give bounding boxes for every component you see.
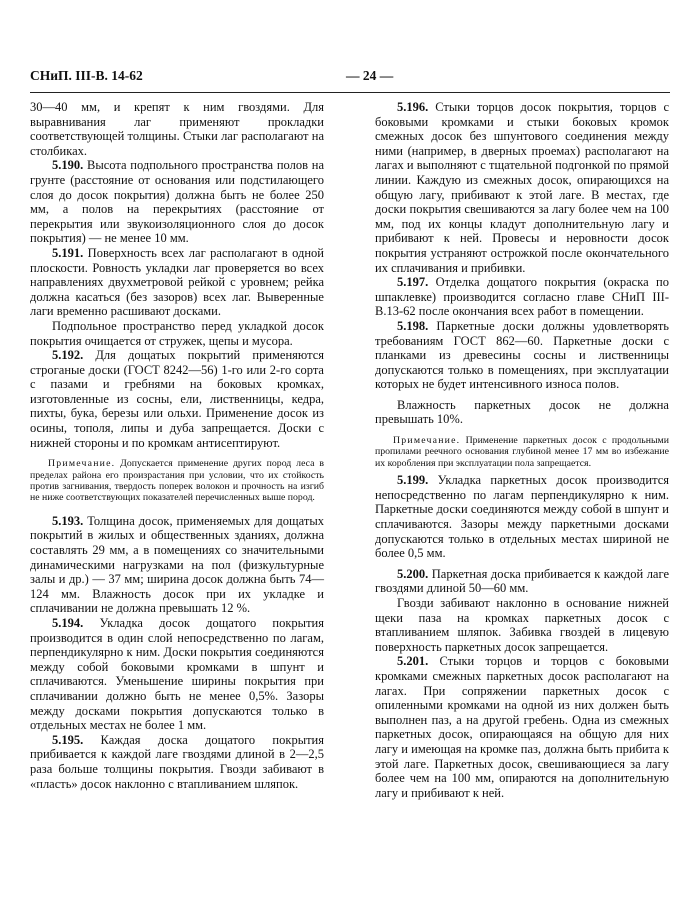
- clause-number: 5.198.: [397, 318, 429, 333]
- note-label: Примечание.: [48, 458, 116, 470]
- left-column: [30, 100, 324, 791]
- clause-text: Стыки торцов и торцов с боковыми кромками смежных паркетных досок располагают на лагах. При сопряжении паркетных досок с опиленными кромками на одной из них должен быть выполнен паз, а на другой гребень. Одна из смежных паркетных досок, опирающаяся на общую для них лагу и имеющая на кромке паз, должна быть прибита к этой лаге. Паркетных досок, свешивающиеся за лагу более чем на 100 мм, опираются на дополнительную лагу и прибивают к ней.: [375, 654, 669, 800]
- paragraph-subfloor: [30, 319, 324, 348]
- clause-5-197: [375, 275, 669, 319]
- clause-text: Для дощатых покрытий применяются строганые доски (ГОСТ 8242—56) 1-го или 2-го сорта с пазами и гребнями на боковых кромках, изготовленные из сосны, ели, лиственницы, кедра, пихты, бука, березы или ольхи. Применение досок из осины, тополя, липы и дуба запрещается. Доски с нижней стороны и по кромкам антисептируют.: [30, 348, 324, 450]
- clause-number: 5.197.: [397, 275, 429, 290]
- clause-5-190: [30, 158, 324, 246]
- paragraph-moisture: [375, 398, 669, 427]
- note-text: Применение паркетных досок с продольными пропилами реечного основания глубиной менее 17 мм во избежание их коробления при эксплуатации пола запрещается.: [375, 435, 669, 469]
- paragraph-text: 30—40 мм, и крепят к ним гвоздями. Для выравнивания лаг применяют прокладки соответствующей толщины. Стыки лаг располагают на столбиках.: [30, 100, 324, 158]
- clause-text: Укладка паркетных досок производится непосредственно по лагам перпендикулярно к ним. Паркетные доски соединяются между собой в шпунт и сплачиваются. Зазоры между паркетными досками допускаются только в отдельных местах шириной не более 0,5 мм.: [375, 473, 669, 561]
- clause-number: 5.194.: [52, 616, 84, 631]
- clause-text: Каждая доска дощатого покрытия прибивается к каждой лаге гвоздями длиной в 2—2,5 раза больше толщины покрытия. Гвозди забивают в «пласть» досок наклонно с втапливанием шляпок.: [30, 732, 324, 791]
- clause-number: 5.191.: [52, 245, 84, 260]
- clause-5-199: [375, 473, 669, 561]
- paragraph-continuation: [30, 100, 324, 158]
- clause-text: Высота подпольного пространства полов на грунте (расстояние от основания или подстилающего слоя до досок покрытия) должна быть не более 250 мм, а полов на перекрытиях (расстояние от перекрытия или звукоизоляционного слоя до досок покрытия) — не менее 10 мм.: [30, 158, 324, 246]
- clause-number: 5.190.: [52, 158, 84, 173]
- clause-text: Толщина досок, применяемых для дощатых покрытий в жилых и общественных зданиях, должна составлять 29 мм, а в помещениях со значительными динамическими нагрузками на пол (физкультурные залы и др.) — 37 мм; ширина досок должна быть 74—124 мм. Влажность досок при их укладке и сплачивании не должна превышать 12 %.: [30, 513, 324, 616]
- paragraph-text: Гвозди забивают наклонно в основание нижней щеки паза на кромках паркетных досок с втапливанием шляпок. Забивка гвоздей в лицевую поверхность паркетных досок запрещается.: [375, 596, 669, 654]
- clause-text: Паркетная доска прибивается к каждой лаге гвоздями длиной 50—60 мм.: [375, 566, 669, 596]
- note-text: Допускается применение других пород леса в пределах района его произрастания при условии, что их стойкость против загнивания, твердость поперек волокон и прочность на изгиб не ниже соответствующих показателей перечисленных выше пород.: [30, 458, 324, 504]
- clause-number: 5.200.: [397, 566, 429, 581]
- clause-number: 5.193.: [52, 513, 84, 528]
- clause-5-191: [30, 246, 324, 319]
- clause-number: 5.192.: [52, 348, 84, 363]
- note-5-192: [30, 458, 324, 504]
- clause-text: Стыки торцов досок покрытия, торцов с боковыми кромками и стыки боковых кромок смежных досок без шпунтового соединения между ними (например, в дверных проемах) располагают на лагах и выполняют с тщательной подгонкой по прямой линии. Каждую из смежных досок, опирающихся на общую лагу, прибивают к этой лаге. В местах, где доски покрытия свешиваются за лагу более чем на 100 мм, под их концы кладут дополнительную лагу и прибивают к ней. Провесы и неровности досок покрытия устраняют острожкой после окончательного их сплачивания и прибивки.: [375, 100, 669, 275]
- clause-5-192: [30, 348, 324, 450]
- clause-text: Паркетные доски должны удовлетворять требованиям ГОСТ 862—60. Паркетные доски с планками из древесины сосны и лиственницы допускаются только в помещениях, при эксплуатации которых не будет интенсивного износа полов.: [375, 318, 669, 392]
- clause-5-201: [375, 654, 669, 800]
- clause-number: 5.196.: [397, 100, 429, 114]
- clause-5-195: [30, 733, 324, 791]
- document-code: СНиП. III-В. 14-62: [30, 68, 143, 83]
- paragraph-text: Подпольное пространство перед укладкой досок покрытия очищается от стружек, щепы и мусора.: [30, 318, 324, 348]
- note-label: Примечание.: [393, 435, 461, 447]
- clause-5-193: [30, 514, 324, 616]
- clause-5-198: [375, 319, 669, 392]
- clause-text: Отделка дощатого покрытия (окраска по шпаклевке) производится согласно главе СНиП III-В.13-62 после окончания всех работ в помещении.: [375, 275, 669, 319]
- paragraph-text: Влажность паркетных досок не должна превышать 10%.: [375, 397, 669, 427]
- clause-text: Поверхность всех лаг располагают в одной плоскости. Ровность укладки лаг проверяется во всех направлениях двухметровой рейкой с уровнем; рейка должна касаться (без зазоров) всех лаг. Выверенные лаги временно расшивают досками.: [30, 245, 324, 319]
- page-header: [30, 68, 670, 86]
- right-column: [375, 100, 669, 800]
- page-number: — 24 —: [346, 68, 394, 83]
- clause-5-200: [375, 567, 669, 596]
- paragraph-nails: [375, 596, 669, 654]
- header-rule: [30, 92, 670, 93]
- clause-number: 5.201.: [397, 654, 429, 669]
- clause-5-194: [30, 616, 324, 733]
- clause-number: 5.195.: [52, 732, 84, 747]
- clause-number: 5.199.: [397, 473, 429, 488]
- note-5-198: [375, 435, 669, 469]
- clause-text: Укладка досок дощатого покрытия производится в один слой непосредственно по лагам, перпендикулярно к ним. Доски покрытия соединяются между собой боковыми кромками в шпунт и сплачиваются. Уменьшение ширины покрытия при сплачивании должно быть не менее 0,5%. Зазоры между досками покрытия допускаются только в отдельных местах не более 1 мм.: [30, 616, 324, 733]
- clause-5-196: [375, 100, 669, 275]
